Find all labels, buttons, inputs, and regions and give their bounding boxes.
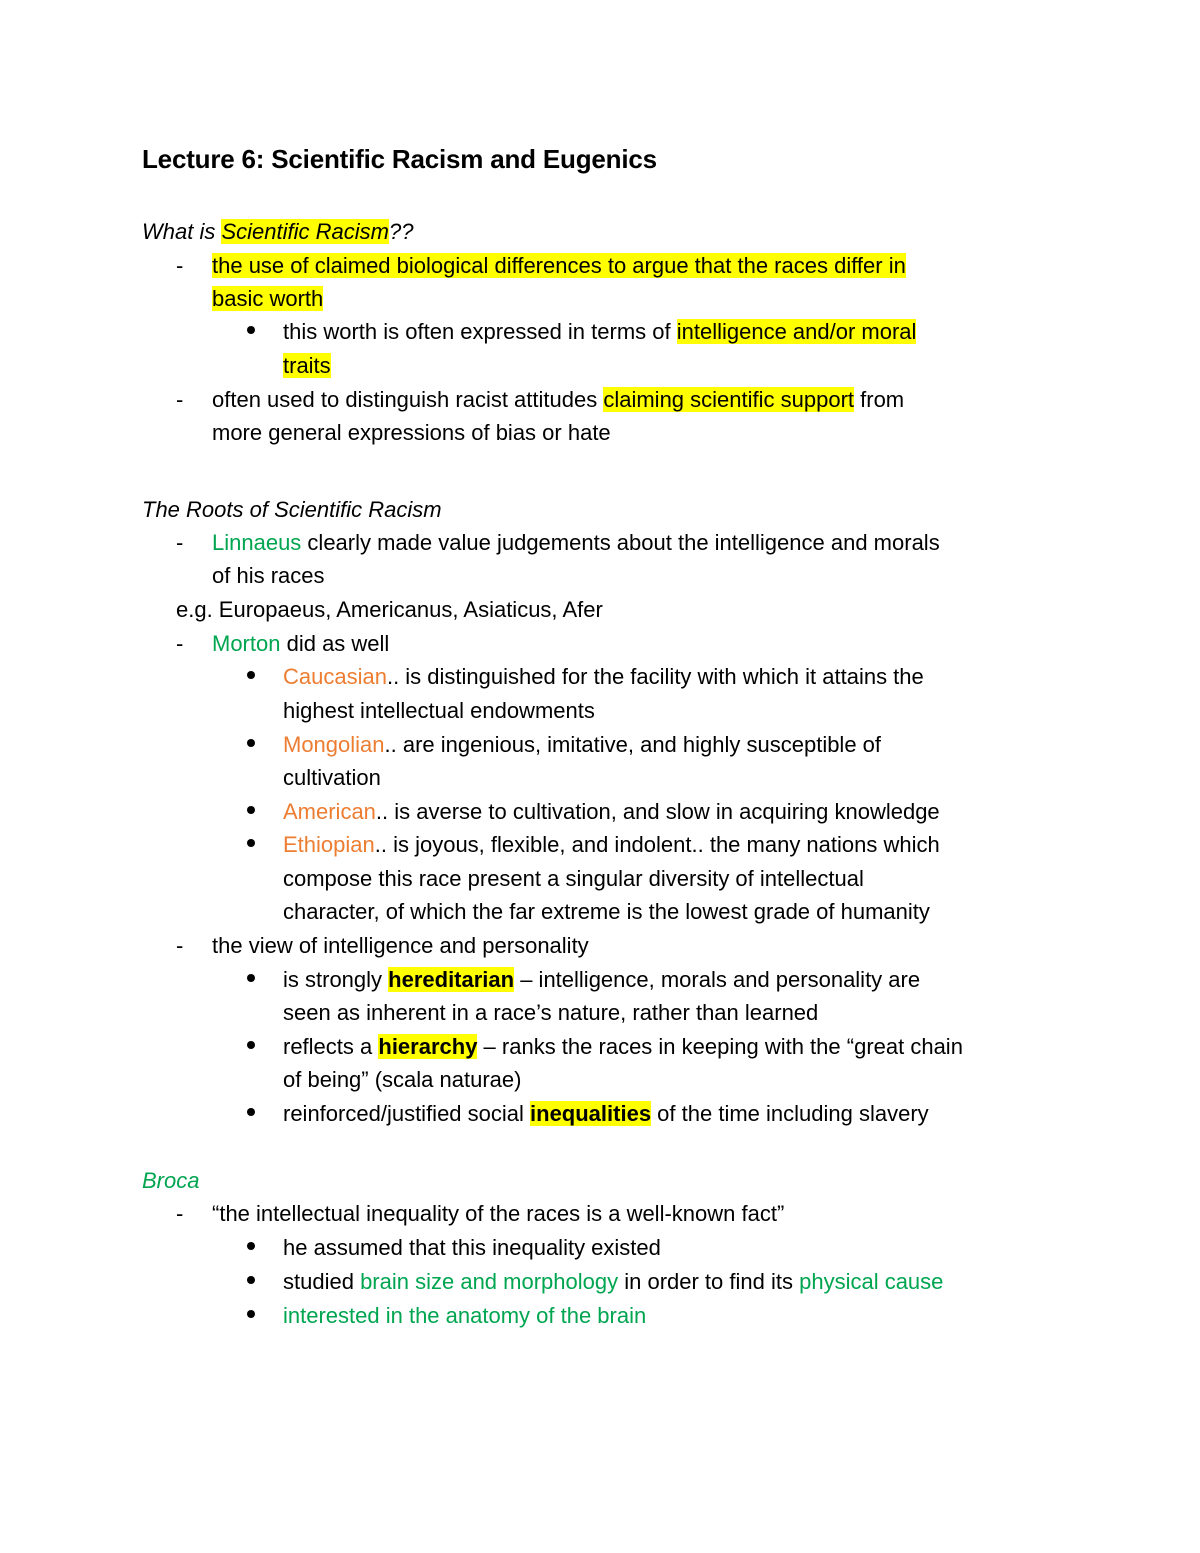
bullet-dot: [247, 739, 255, 747]
section-heading-roots: The Roots of Scientific Racism: [142, 497, 442, 522]
list-item: highest intellectual endowments: [283, 698, 595, 723]
list-item: Morton did as well: [212, 631, 390, 656]
page-title: Lecture 6: Scientific Racism and Eugenics: [142, 144, 657, 174]
bullet-dot: [247, 1242, 255, 1250]
list-item: the view of intelligence and personality: [212, 933, 589, 958]
list-item: American.. is averse to cultivation, and slow in acquiring knowledge: [283, 799, 940, 824]
list-item: basic worth: [212, 286, 324, 311]
list-item: of being” (scala naturae): [283, 1067, 522, 1092]
list-item: is strongly hereditarian – intelligence, morals and personality are: [283, 967, 921, 992]
list-item: traits: [283, 353, 331, 378]
list-item: the use of claimed biological differences to argue that the races differ in: [212, 253, 906, 278]
bullet-dot: [247, 326, 255, 334]
list-item: reflects a hierarchy – ranks the races in keeping with the “great chain: [283, 1034, 963, 1059]
section-heading-broca: Broca: [142, 1168, 200, 1193]
bullet-dot: [247, 671, 255, 679]
bullet-dot: [247, 839, 255, 847]
dash-bullet: -: [176, 387, 184, 412]
section-heading-what-is: What is Scientific Racism??: [142, 219, 414, 244]
list-item: studied brain size and morphology in order to find its physical cause: [283, 1269, 944, 1294]
dash-bullet: -: [176, 530, 184, 555]
bullet-dot: [247, 1276, 255, 1284]
bullet-dot: [247, 1108, 255, 1116]
example-line: e.g. Europaeus, Americanus, Asiaticus, Afer: [176, 597, 603, 622]
list-item: reinforced/justified social inequalities of the time including slavery: [283, 1101, 929, 1126]
list-item: seen as inherent in a race’s nature, rather than learned: [283, 1000, 819, 1025]
dash-bullet: -: [176, 933, 184, 958]
list-item: interested in the anatomy of the brain: [283, 1303, 647, 1328]
bullet-dot: [247, 974, 255, 982]
list-item: character, of which the far extreme is the lowest grade of humanity: [283, 899, 930, 924]
list-item: Linnaeus clearly made value judgements about the intelligence and morals: [212, 530, 940, 555]
list-item: often used to distinguish racist attitudes claiming scientific support from: [212, 387, 905, 412]
list-item: “the intellectual inequality of the races is a well-known fact”: [212, 1201, 785, 1226]
list-item: compose this race present a singular diversity of intellectual: [283, 866, 864, 891]
bullet-dot: [247, 1041, 255, 1049]
dash-bullet: -: [176, 1201, 184, 1226]
list-item: Caucasian.. is distinguished for the facility with which it attains the: [283, 664, 924, 689]
list-item: of his races: [212, 563, 325, 588]
bullet-dot: [247, 1310, 255, 1318]
list-item: he assumed that this inequality existed: [283, 1235, 661, 1260]
list-item: this worth is often expressed in terms of intelligence and/or moral: [283, 319, 917, 344]
dash-bullet: -: [176, 253, 184, 278]
dash-bullet: -: [176, 631, 184, 656]
list-item: more general expressions of bias or hate: [212, 420, 611, 445]
list-item: Ethiopian.. is joyous, flexible, and indolent.. the many nations which: [283, 832, 940, 857]
list-item: cultivation: [283, 765, 381, 790]
bullet-dot: [247, 806, 255, 814]
list-item: Mongolian.. are ingenious, imitative, and highly susceptible of: [283, 732, 882, 757]
